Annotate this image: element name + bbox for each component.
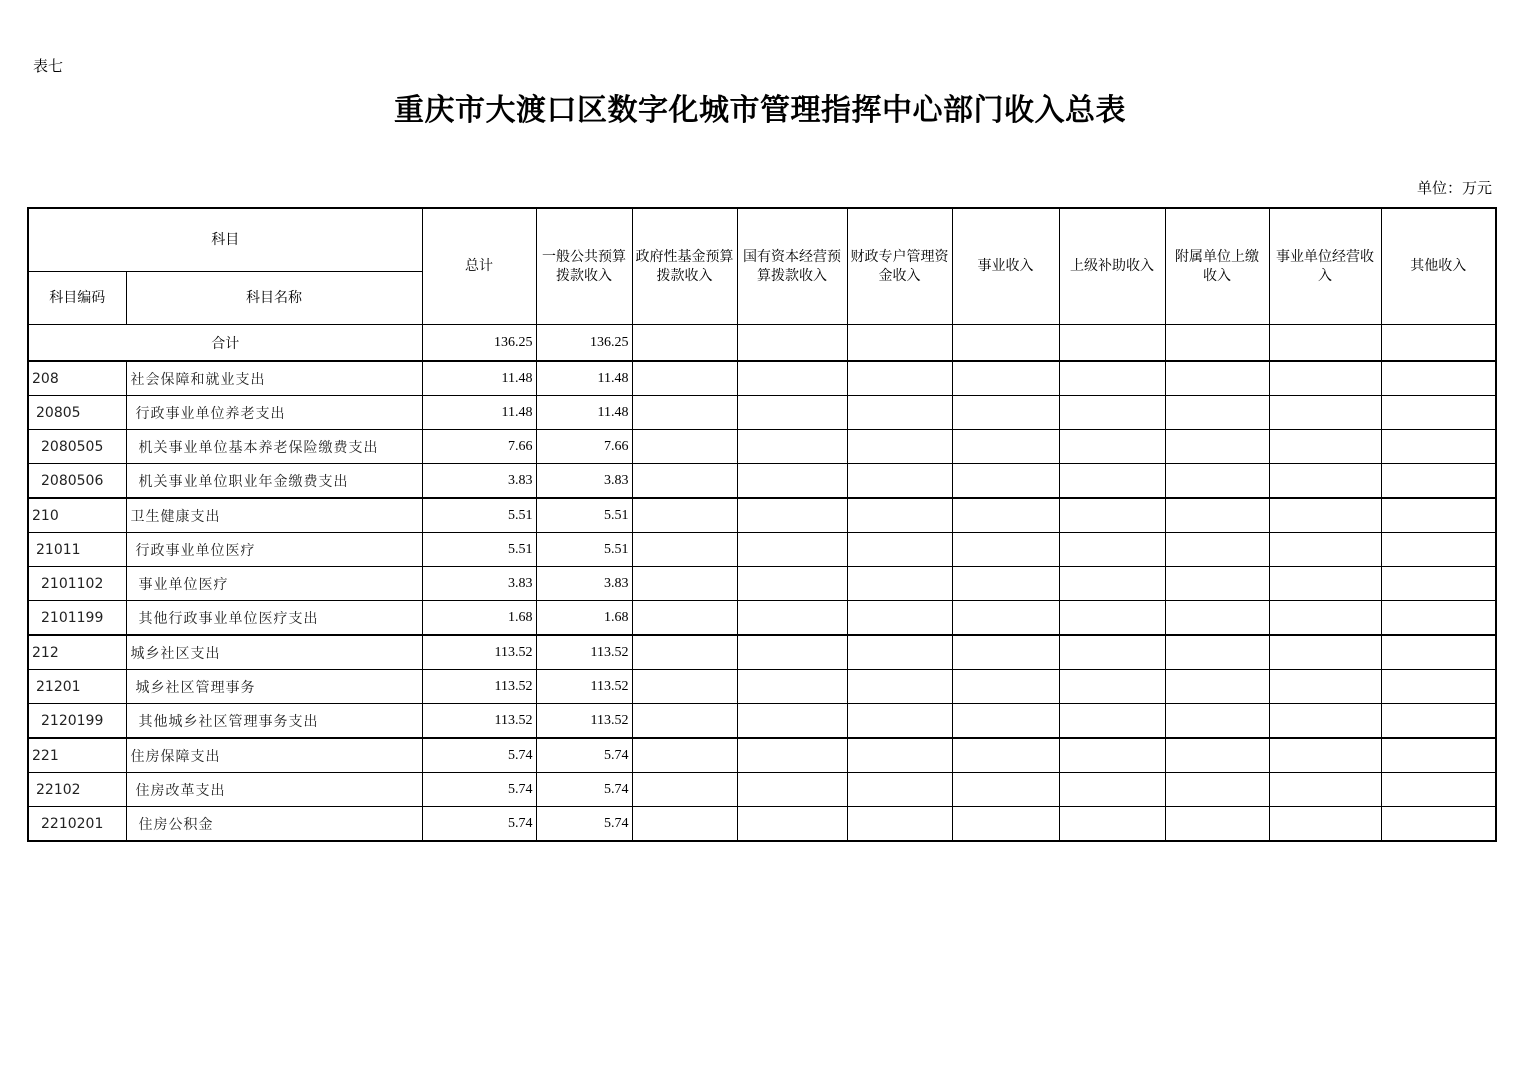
empty-cell [1165,738,1269,773]
table-row [28,704,1496,739]
header-general-budget: 一般公共预算拨款收入 [536,208,632,325]
header-operating-income: 事业单位经营收入 [1269,208,1381,325]
header-subject: 科目 [28,208,422,272]
empty-cell [632,464,737,499]
subject-code-cell: 210 [28,498,126,533]
empty-cell [1269,396,1381,430]
subject-name-cell: 行政事业单位养老支出 [126,396,422,430]
empty-cell [952,738,1059,773]
table-row [28,670,1496,704]
header-affiliated-payment: 附属单位上缴收入 [1165,208,1269,325]
subject-code-cell: 2120199 [28,704,126,739]
empty-cell [952,704,1059,739]
empty-cell [1165,498,1269,533]
page-title: 重庆市大渡口区数字化城市管理指挥中心部门收入总表 [394,93,1126,128]
empty-cell [847,704,952,739]
empty-cell [952,498,1059,533]
header-state-capital: 国有资本经营预算拨款收入 [737,208,847,325]
empty-cell [737,361,847,396]
empty-cell [1165,704,1269,739]
general-budget-cell: 11.48 [536,396,632,430]
general-budget-cell: 11.48 [536,361,632,396]
header-total: 总计 [422,208,536,325]
subject-code-cell: 2101199 [28,601,126,636]
empty-cell [952,464,1059,499]
header-special-account: 财政专户管理资金收入 [847,208,952,325]
empty-cell [737,567,847,601]
summary-general-budget: 136.25 [536,325,632,362]
empty-cell [737,325,847,362]
total-cell: 7.66 [422,430,536,464]
empty-cell [1269,601,1381,636]
empty-cell [737,430,847,464]
table-row [28,601,1496,636]
subject-name-cell: 机关事业单位职业年金缴费支出 [126,464,422,499]
empty-cell [632,635,737,670]
empty-cell [737,670,847,704]
summary-label: 合计 [28,325,422,362]
general-budget-cell: 113.52 [536,670,632,704]
header-subject-name: 科目名称 [126,272,422,325]
table-row [28,498,1496,533]
empty-cell [1269,635,1381,670]
empty-cell [847,464,952,499]
total-cell: 113.52 [422,670,536,704]
empty-cell [632,567,737,601]
empty-cell [1165,325,1269,362]
empty-cell [1059,704,1165,739]
empty-cell [952,430,1059,464]
empty-cell [1269,704,1381,739]
general-budget-cell: 113.52 [536,635,632,670]
subject-code-cell: 22102 [28,773,126,807]
empty-cell [632,361,737,396]
empty-cell [952,567,1059,601]
general-budget-cell: 5.74 [536,773,632,807]
empty-cell [952,396,1059,430]
empty-cell [737,773,847,807]
summary-row [28,325,1496,362]
header-superior-subsidy: 上级补助收入 [1059,208,1165,325]
empty-cell [1269,325,1381,362]
subject-code-cell: 208 [28,361,126,396]
empty-cell [1381,635,1496,670]
subject-name-cell: 卫生健康支出 [126,498,422,533]
empty-cell [737,807,847,842]
income-summary-table [27,207,1497,842]
empty-cell [1269,361,1381,396]
empty-cell [737,635,847,670]
general-budget-cell: 5.51 [536,533,632,567]
total-cell: 113.52 [422,704,536,739]
subject-name-cell: 社会保障和就业支出 [126,361,422,396]
empty-cell [847,361,952,396]
table-row [28,464,1496,499]
empty-cell [847,773,952,807]
total-cell: 113.52 [422,635,536,670]
empty-cell [1165,670,1269,704]
empty-cell [1269,464,1381,499]
subject-name-cell: 城乡社区支出 [126,635,422,670]
empty-cell [847,430,952,464]
subject-code-cell: 2210201 [28,807,126,842]
subject-name-cell: 其他城乡社区管理事务支出 [126,704,422,739]
subject-name-cell: 住房公积金 [126,807,422,842]
empty-cell [1165,601,1269,636]
total-cell: 5.74 [422,738,536,773]
total-cell: 11.48 [422,361,536,396]
empty-cell [632,670,737,704]
empty-cell [952,807,1059,842]
empty-cell [1059,601,1165,636]
empty-cell [632,738,737,773]
empty-cell [737,533,847,567]
empty-cell [632,773,737,807]
empty-cell [1381,601,1496,636]
empty-cell [1381,498,1496,533]
header-gov-fund: 政府性基金预算拨款收入 [632,208,737,325]
empty-cell [632,533,737,567]
empty-cell [1269,807,1381,842]
empty-cell [1059,498,1165,533]
empty-cell [1381,670,1496,704]
table-row [28,738,1496,773]
empty-cell [1059,635,1165,670]
subject-name-cell: 机关事业单位基本养老保险缴费支出 [126,430,422,464]
general-budget-cell: 1.68 [536,601,632,636]
general-budget-cell: 113.52 [536,704,632,739]
total-cell: 5.51 [422,498,536,533]
empty-cell [737,601,847,636]
empty-cell [1381,738,1496,773]
general-budget-cell: 3.83 [536,567,632,601]
empty-cell [632,704,737,739]
empty-cell [847,567,952,601]
empty-cell [1059,567,1165,601]
empty-cell [1269,567,1381,601]
empty-cell [847,807,952,842]
empty-cell [1059,430,1165,464]
empty-cell [1381,807,1496,842]
empty-cell [952,361,1059,396]
general-budget-cell: 7.66 [536,430,632,464]
table-row [28,361,1496,396]
empty-cell [1269,738,1381,773]
empty-cell [1059,396,1165,430]
empty-cell [1381,396,1496,430]
general-budget-cell: 5.51 [536,498,632,533]
empty-cell [1165,396,1269,430]
empty-cell [952,670,1059,704]
empty-cell [632,807,737,842]
subject-name-cell: 事业单位医疗 [126,567,422,601]
empty-cell [1269,670,1381,704]
subject-code-cell: 221 [28,738,126,773]
total-cell: 1.68 [422,601,536,636]
empty-cell [1381,567,1496,601]
table-row [28,807,1496,842]
total-cell: 3.83 [422,567,536,601]
empty-cell [737,464,847,499]
table-row [28,396,1496,430]
general-budget-cell: 3.83 [536,464,632,499]
general-budget-cell: 5.74 [536,807,632,842]
total-cell: 11.48 [422,396,536,430]
summary-total: 136.25 [422,325,536,362]
subject-name-cell: 城乡社区管理事务 [126,670,422,704]
total-cell: 5.74 [422,807,536,842]
empty-cell [1165,807,1269,842]
empty-cell [1269,533,1381,567]
empty-cell [952,635,1059,670]
subject-code-cell: 2080506 [28,464,126,499]
empty-cell [847,325,952,362]
table-number: 表七 [33,57,64,75]
empty-cell [1381,704,1496,739]
table-row [28,430,1496,464]
empty-cell [847,601,952,636]
empty-cell [632,498,737,533]
empty-cell [1059,464,1165,499]
empty-cell [952,601,1059,636]
empty-cell [1381,430,1496,464]
subject-code-cell: 20805 [28,396,126,430]
empty-cell [737,396,847,430]
subject-code-cell: 212 [28,635,126,670]
header-other-income: 其他收入 [1381,208,1496,325]
empty-cell [632,325,737,362]
empty-cell [1059,738,1165,773]
header-business-income: 事业收入 [952,208,1059,325]
empty-cell [1269,430,1381,464]
empty-cell [847,396,952,430]
empty-cell [737,738,847,773]
empty-cell [847,670,952,704]
empty-cell [632,601,737,636]
empty-cell [847,635,952,670]
empty-cell [1059,807,1165,842]
empty-cell [1165,361,1269,396]
empty-cell [847,738,952,773]
empty-cell [1269,773,1381,807]
total-cell: 5.51 [422,533,536,567]
empty-cell [1381,464,1496,499]
unit-label: 单位：万元 [1416,179,1492,197]
subject-name-cell: 住房改革支出 [126,773,422,807]
subject-code-cell: 2080505 [28,430,126,464]
empty-cell [1381,533,1496,567]
empty-cell [737,498,847,533]
table-row [28,533,1496,567]
general-budget-cell: 5.74 [536,738,632,773]
table-row [28,635,1496,670]
empty-cell [952,325,1059,362]
empty-cell [1059,361,1165,396]
subject-name-cell: 住房保障支出 [126,738,422,773]
subject-code-cell: 21201 [28,670,126,704]
header-subject-code: 科目编码 [28,272,126,325]
empty-cell [847,533,952,567]
empty-cell [1165,635,1269,670]
empty-cell [737,704,847,739]
empty-cell [1059,533,1165,567]
empty-cell [952,773,1059,807]
subject-name-cell: 行政事业单位医疗 [126,533,422,567]
empty-cell [952,533,1059,567]
empty-cell [1269,498,1381,533]
empty-cell [1165,464,1269,499]
empty-cell [1059,325,1165,362]
empty-cell [1165,533,1269,567]
table-row [28,567,1496,601]
empty-cell [1165,567,1269,601]
empty-cell [1381,361,1496,396]
empty-cell [1059,670,1165,704]
total-cell: 3.83 [422,464,536,499]
empty-cell [1381,773,1496,807]
empty-cell [1165,773,1269,807]
empty-cell [1059,773,1165,807]
empty-cell [632,430,737,464]
total-cell: 5.74 [422,773,536,807]
empty-cell [1165,430,1269,464]
table-row [28,773,1496,807]
subject-code-cell: 21011 [28,533,126,567]
empty-cell [847,498,952,533]
empty-cell [632,396,737,430]
subject-code-cell: 2101102 [28,567,126,601]
empty-cell [1381,325,1496,362]
subject-name-cell: 其他行政事业单位医疗支出 [126,601,422,636]
